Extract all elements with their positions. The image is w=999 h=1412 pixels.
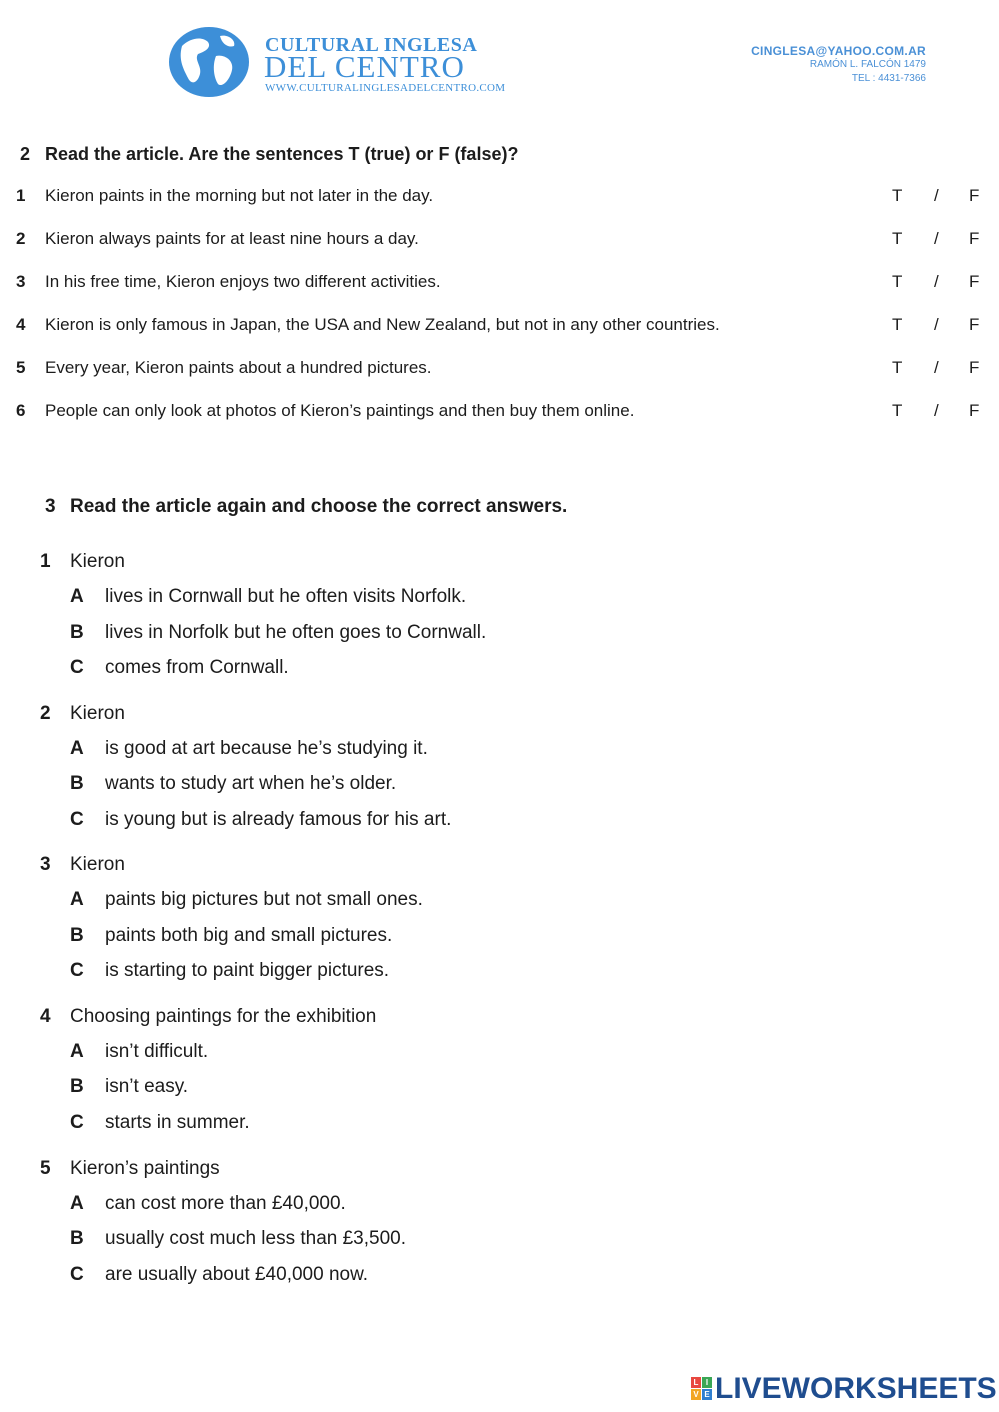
option-text: is good at art because he’s studying it. xyxy=(105,738,428,759)
true-option[interactable]: T xyxy=(892,272,903,291)
logo-tile-e: E xyxy=(702,1389,712,1400)
false-option[interactable]: F xyxy=(969,315,980,334)
section2-number: 2 xyxy=(20,144,31,164)
option-letter: B xyxy=(70,1076,84,1097)
option-letter: B xyxy=(70,1228,84,1249)
answer-option[interactable] xyxy=(70,960,389,982)
false-option[interactable]: F xyxy=(969,186,980,205)
answer-option[interactable] xyxy=(70,738,428,760)
tf-item-text: Kieron always paints for at least nine hours a day. xyxy=(45,229,419,248)
answer-option[interactable] xyxy=(70,1112,250,1134)
option-letter: A xyxy=(70,1041,84,1062)
liveworksheets-tiles-icon xyxy=(691,1377,713,1401)
tf-item-number: 5 xyxy=(16,358,26,377)
tf-row xyxy=(0,186,999,210)
option-letter: A xyxy=(70,738,84,759)
tf-row xyxy=(0,401,999,425)
false-option[interactable]: F xyxy=(969,272,980,291)
question-number: 3 xyxy=(40,854,51,875)
tf-item-number: 2 xyxy=(16,229,26,248)
question-number: 5 xyxy=(40,1158,51,1179)
contact-phone: TEL : 4431-7366 xyxy=(851,73,926,84)
tf-row xyxy=(0,358,999,382)
section2-title xyxy=(20,144,518,165)
question-stem xyxy=(40,854,125,876)
tf-item-text: Kieron paints in the morning but not later in the day. xyxy=(45,186,434,205)
question-stem xyxy=(40,551,125,573)
option-letter: C xyxy=(70,960,84,981)
answer-option[interactable] xyxy=(70,1076,188,1098)
option-text: isn’t easy. xyxy=(105,1076,189,1097)
section2-title-text: Read the article. Are the sentences T (true) or F (false)? xyxy=(45,144,519,164)
tf-item-number: 6 xyxy=(16,401,26,420)
answer-option[interactable] xyxy=(70,586,466,608)
option-text: isn’t difficult. xyxy=(105,1041,209,1062)
tf-item-number: 3 xyxy=(16,272,26,291)
tf-item-number: 1 xyxy=(16,186,26,205)
option-text: comes from Cornwall. xyxy=(105,657,289,678)
logo-tile-v: V xyxy=(691,1389,701,1400)
liveworksheets-wordmark: LIVEWORKSHEETS xyxy=(715,1372,997,1405)
tf-row xyxy=(0,315,999,339)
option-text: is young but is already famous for his art. xyxy=(105,809,452,830)
tf-separator: / xyxy=(934,315,939,334)
brand-name-line2: DEL CENTRO xyxy=(264,49,465,84)
false-option[interactable]: F xyxy=(969,358,980,377)
answer-option[interactable] xyxy=(70,657,289,679)
tf-item-number: 4 xyxy=(16,315,26,334)
question-stem xyxy=(40,1006,376,1028)
option-letter: B xyxy=(70,622,84,643)
tf-separator: / xyxy=(934,272,939,291)
question-stem xyxy=(40,703,125,725)
option-letter: C xyxy=(70,1264,84,1285)
contact-email: CINGLESA@YAHOO.COM.AR xyxy=(751,44,926,58)
option-text: lives in Cornwall but he often visits Norfolk. xyxy=(105,586,467,607)
option-letter: A xyxy=(70,889,84,910)
section3-title-text: Read the article again and choose the correct answers. xyxy=(70,496,568,517)
logo-tile-i: I xyxy=(702,1377,712,1388)
question-number: 1 xyxy=(40,551,51,572)
globe-logo-icon xyxy=(168,26,250,98)
option-text: are usually about £40,000 now. xyxy=(105,1264,369,1285)
tf-separator: / xyxy=(934,229,939,248)
option-text: lives in Norfolk but he often goes to Cornwall. xyxy=(105,622,487,643)
answer-option[interactable] xyxy=(70,1228,406,1250)
answer-option[interactable] xyxy=(70,1193,346,1215)
tf-item-text: In his free time, Kieron enjoys two different activities. xyxy=(45,272,441,291)
false-option[interactable]: F xyxy=(969,401,980,420)
question-number: 4 xyxy=(40,1006,51,1027)
tf-separator: / xyxy=(934,401,939,420)
answer-option[interactable] xyxy=(70,809,451,831)
tf-item-text: Kieron is only famous in Japan, the USA and New Zealand, but not in any other countries. xyxy=(45,315,720,334)
tf-separator: / xyxy=(934,358,939,377)
option-letter: A xyxy=(70,586,84,607)
true-option[interactable]: T xyxy=(892,229,903,248)
brand-website: WWW.CULTURALINGLESADELCENTRO.COM xyxy=(265,82,506,94)
answer-option[interactable] xyxy=(70,925,392,947)
contact-block xyxy=(751,44,926,86)
false-option[interactable]: F xyxy=(969,229,980,248)
option-letter: A xyxy=(70,1193,84,1214)
question-stem xyxy=(40,1158,220,1180)
question-stem-text: Kieron xyxy=(70,854,125,875)
true-option[interactable]: T xyxy=(892,401,903,420)
section3-number: 3 xyxy=(45,496,56,517)
true-option[interactable]: T xyxy=(892,358,903,377)
option-text: can cost more than £40,000. xyxy=(105,1193,346,1214)
option-letter: C xyxy=(70,1112,84,1133)
true-option[interactable]: T xyxy=(892,315,903,334)
option-text: is starting to paint bigger pictures. xyxy=(105,960,390,981)
question-stem-text: Choosing paintings for the exhibition xyxy=(70,1006,377,1027)
option-text: starts in summer. xyxy=(105,1112,250,1133)
tf-item-text: Every year, Kieron paints about a hundred pictures. xyxy=(45,358,432,377)
true-option[interactable]: T xyxy=(892,186,903,205)
option-text: paints both big and small pictures. xyxy=(105,925,393,946)
tf-row xyxy=(0,272,999,296)
tf-separator: / xyxy=(934,186,939,205)
answer-option[interactable] xyxy=(70,889,423,911)
section3-title xyxy=(45,496,567,518)
contact-address: RAMÓN L. FALCÓN 1479 xyxy=(809,59,926,70)
tf-row xyxy=(0,229,999,253)
option-letter: B xyxy=(70,925,84,946)
answer-option[interactable] xyxy=(70,773,396,795)
option-letter: B xyxy=(70,773,84,794)
answer-option[interactable] xyxy=(70,622,486,644)
question-stem-text: Kieron xyxy=(70,703,125,724)
option-text: paints big pictures but not small ones. xyxy=(105,889,423,910)
answer-option[interactable] xyxy=(70,1041,208,1063)
option-letter: C xyxy=(70,809,84,830)
option-text: wants to study art when he’s older. xyxy=(105,773,397,794)
question-stem-text: Kieron’s paintings xyxy=(70,1158,220,1179)
option-text: usually cost much less than £3,500. xyxy=(105,1228,407,1249)
answer-option[interactable] xyxy=(70,1264,368,1286)
question-stem-text: Kieron xyxy=(70,551,125,572)
logo-tile-l: L xyxy=(691,1377,701,1388)
option-letter: C xyxy=(70,657,84,678)
brand-name-line1: CULTURAL INGLESA xyxy=(265,34,478,56)
question-number: 2 xyxy=(40,703,51,724)
tf-item-text: People can only look at photos of Kieron’s paintings and then buy them online. xyxy=(45,401,635,420)
